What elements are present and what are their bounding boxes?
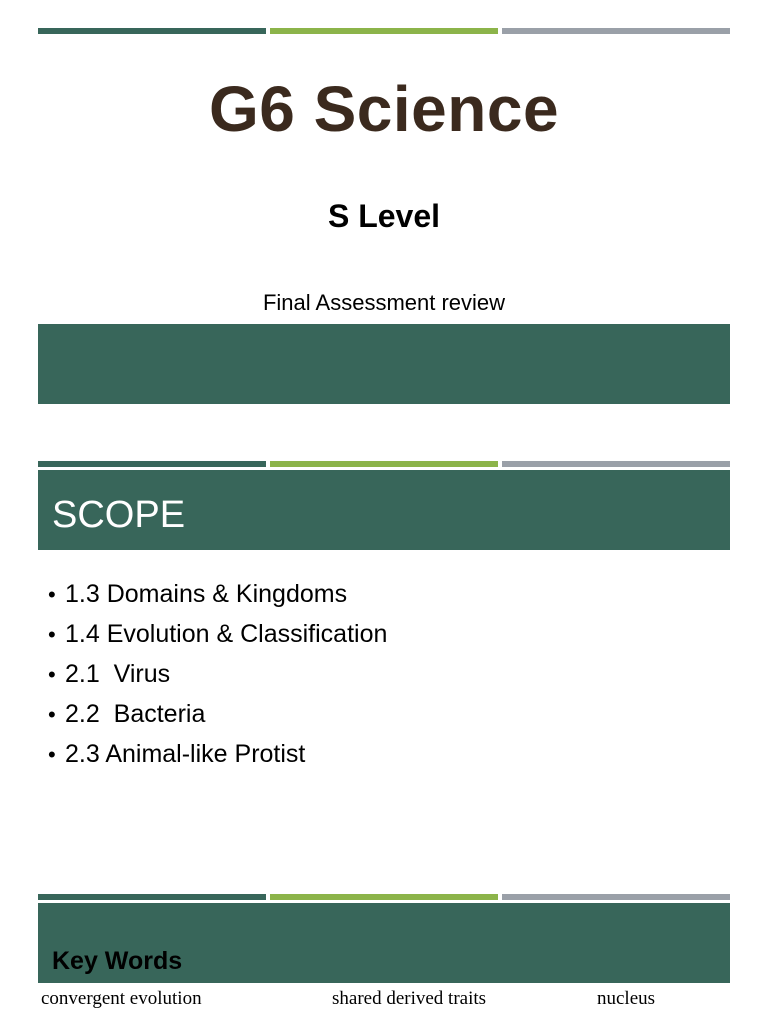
list-item-text: 2.3 Animal-like Protist bbox=[65, 740, 306, 768]
list-item-text: 2.2 Bacteria bbox=[65, 700, 206, 728]
bullet-icon: • bbox=[48, 702, 56, 727]
list-item bbox=[48, 694, 387, 734]
bullet-icon: • bbox=[48, 662, 56, 687]
list-item bbox=[48, 734, 387, 774]
accent-segment-gray bbox=[502, 28, 730, 34]
bullet-icon: • bbox=[48, 742, 56, 767]
list-item-text: 1.3 Domains & Kingdoms bbox=[65, 580, 348, 608]
accent-segment-dark-green bbox=[38, 28, 266, 34]
scope-accent-bar bbox=[38, 461, 730, 467]
keyword-item: shared derived traits bbox=[332, 988, 487, 1009]
accent-segment-light-green bbox=[270, 894, 498, 900]
accent-segment-light-green bbox=[270, 461, 498, 467]
slide-caption: Final Assessment review bbox=[262, 290, 506, 315]
list-item bbox=[48, 574, 387, 614]
accent-segment-light-green bbox=[270, 28, 498, 34]
list-item bbox=[48, 614, 387, 654]
list-item bbox=[48, 654, 387, 694]
scope-list bbox=[48, 574, 387, 774]
slide-subtitle: S Level bbox=[327, 198, 441, 234]
scope-heading: SCOPE bbox=[52, 494, 186, 536]
keywords-accent-bar bbox=[38, 894, 730, 900]
accent-segment-gray bbox=[502, 894, 730, 900]
title-footer-band bbox=[38, 324, 730, 404]
accent-segment-dark-green bbox=[38, 894, 266, 900]
keywords-header-band bbox=[38, 903, 730, 983]
keyword-item: convergent evolution bbox=[41, 988, 202, 1009]
keywords-heading: Key Words bbox=[52, 947, 183, 975]
scope-header-band bbox=[38, 470, 730, 550]
bullet-icon: • bbox=[48, 582, 56, 607]
top-accent-bar bbox=[38, 28, 730, 34]
list-item-text: 2.1 Virus bbox=[65, 660, 171, 688]
keyword-item: nucleus bbox=[597, 988, 656, 1009]
accent-segment-dark-green bbox=[38, 461, 266, 467]
slide-title: G6 Science bbox=[208, 73, 560, 145]
bullet-icon: • bbox=[48, 622, 56, 647]
list-item-text: 1.4 Evolution & Classification bbox=[65, 620, 388, 648]
accent-segment-gray bbox=[502, 461, 730, 467]
